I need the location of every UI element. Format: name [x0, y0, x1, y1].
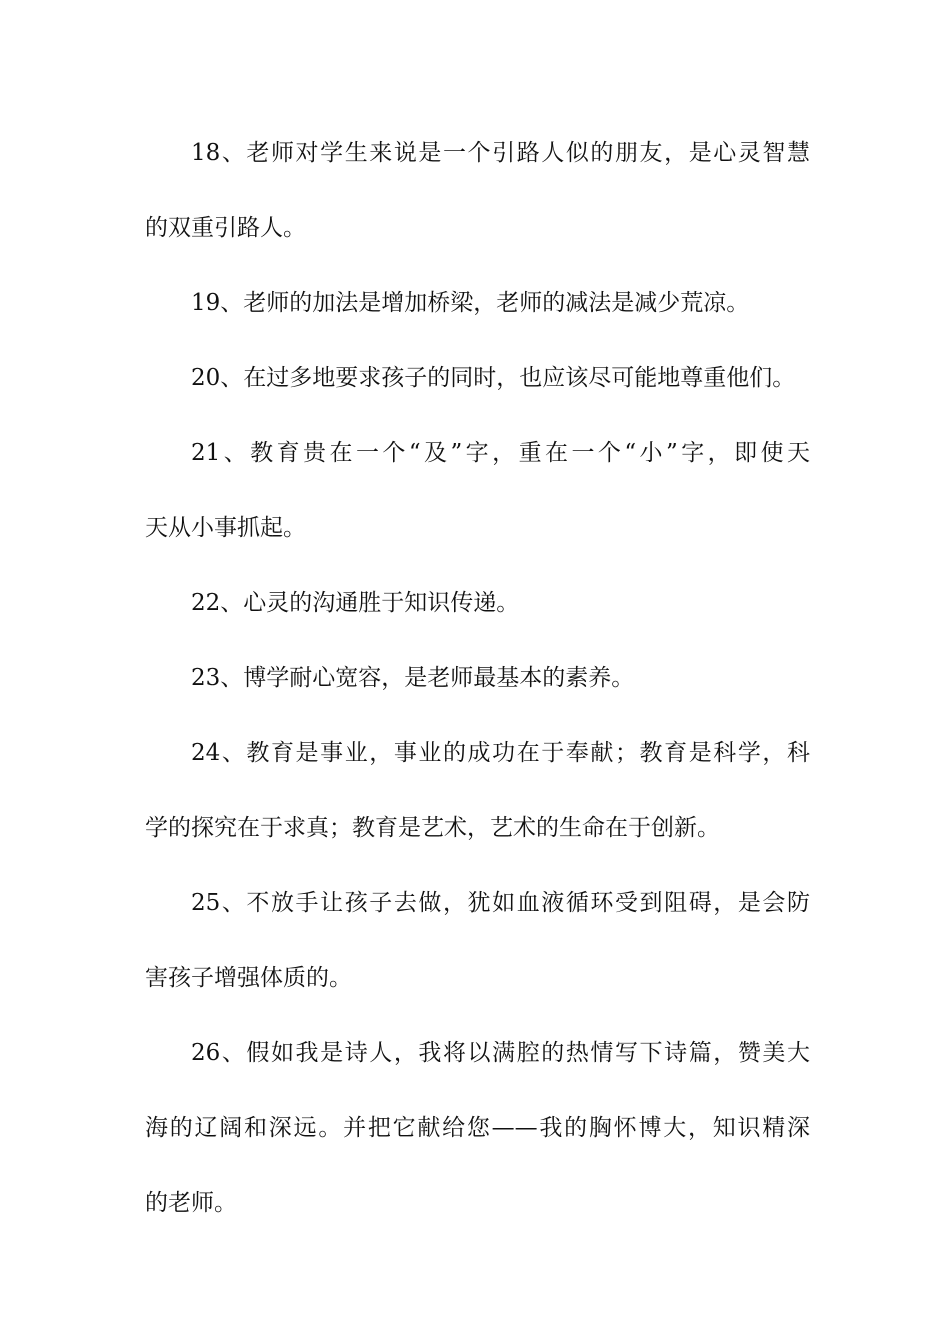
- paragraph-18-line-1: 18、老师对学生来说是一个引路人似的朋友，是心灵智慧: [191, 140, 810, 166]
- paragraph-26-line-1: 26、假如我是诗人，我将以满腔的热情写下诗篇，赞美大: [191, 1040, 810, 1066]
- paragraph-20: 20、在过多地要求孩子的同时，也应该尽可能地尊重他们。: [191, 365, 796, 391]
- paragraph-23: 23、博学耐心宽容，是老师最基本的素养。: [191, 665, 635, 691]
- paragraph-26-line-3: 的老师。: [145, 1190, 237, 1216]
- paragraph-21-line-2: 天从小事抓起。: [145, 515, 306, 541]
- paragraph-26-line-2: 海的辽阔和深远。并把它献给您——我的胸怀博大，知识精深: [145, 1115, 810, 1141]
- paragraph-25-line-2: 害孩子增强体质的。: [145, 965, 352, 991]
- paragraph-21-line-1: 21、教育贵在一个“及”字，重在一个“小”字，即使天: [191, 440, 810, 466]
- paragraph-25-line-1: 25、不放手让孩子去做，犹如血液循环受到阻碍，是会防: [191, 890, 810, 916]
- paragraph-22: 22、心灵的沟通胜于知识传递。: [191, 590, 520, 616]
- paragraph-24-line-1: 24、教育是事业，事业的成功在于奉献；教育是科学，科: [191, 740, 810, 766]
- paragraph-19: 19、老师的加法是增加桥梁，老师的减法是减少荒凉。: [191, 290, 750, 316]
- paragraph-18-line-2: 的双重引路人。: [145, 215, 306, 241]
- document-body: [145, 128, 810, 1253]
- paragraph-24-line-2: 学的探究在于求真；教育是艺术，艺术的生命在于创新。: [145, 815, 720, 841]
